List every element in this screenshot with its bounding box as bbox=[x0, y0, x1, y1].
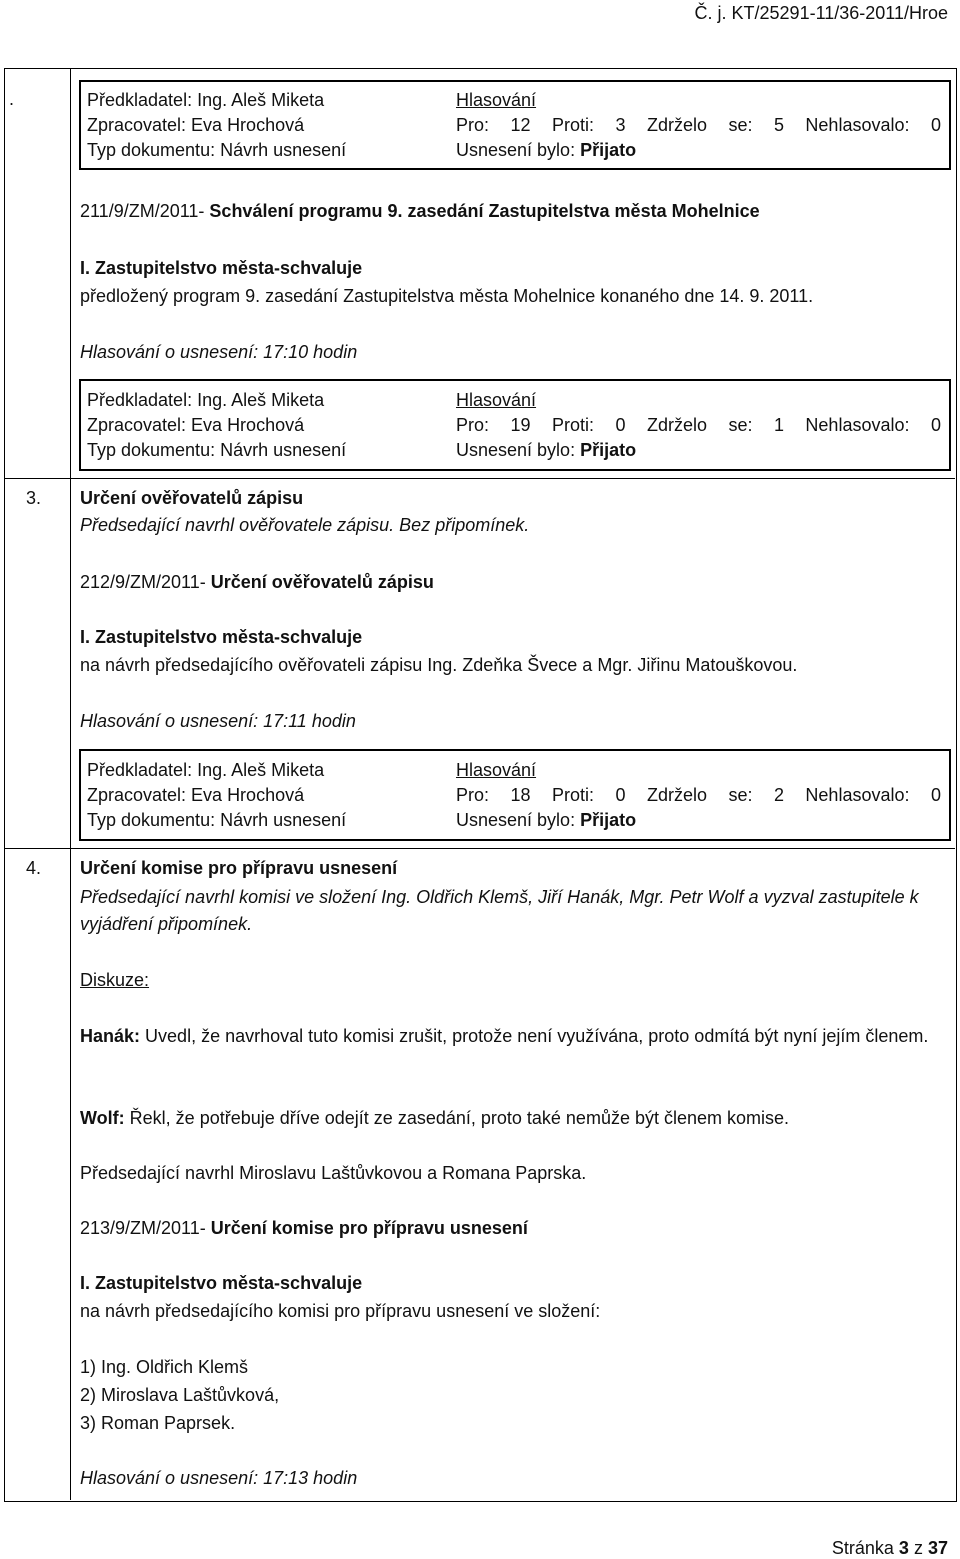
usneseni-result-2 bbox=[456, 439, 636, 461]
vote-counts-1 bbox=[456, 114, 941, 136]
res211-heading bbox=[80, 200, 760, 222]
item3-title: Určení ověřovatelů zápisu bbox=[80, 488, 304, 508]
res213-text: na návrh předsedajícího komisi pro přípravu usnesení ve složení: bbox=[80, 1301, 601, 1321]
item4-title: Určení komise pro přípravu usnesení bbox=[80, 858, 398, 878]
hanak-name: Hanák: bbox=[80, 1026, 141, 1046]
predkladatel-1: Předkladatel: Ing. Aleš Miketa bbox=[87, 90, 325, 110]
zdrzelo-value: 2 bbox=[773, 785, 784, 805]
zdrzelo-value: 1 bbox=[773, 415, 784, 435]
zdrzelo-value: 5 bbox=[773, 115, 784, 135]
page-prefix: Stránka bbox=[831, 1538, 894, 1558]
item3-note: Předsedající navrhl ověřovatele zápisu. Bez připomínek. bbox=[80, 515, 530, 535]
res211-approves: I. Zastupitelstvo města-schvaluje bbox=[80, 258, 363, 278]
res212-heading bbox=[80, 571, 434, 593]
pro-label: Pro: bbox=[456, 785, 490, 805]
nehlasovalo-label: Nehlasovalo: bbox=[805, 415, 910, 435]
nehlasovalo-value: 0 bbox=[930, 415, 941, 435]
row-marker: . bbox=[9, 89, 15, 109]
pro-value: 12 bbox=[510, 115, 531, 135]
pro-label: Pro: bbox=[456, 415, 490, 435]
res211-number: 211/9/ZM/2011- bbox=[80, 201, 205, 221]
item4-number: 4. bbox=[26, 858, 42, 878]
res213-heading bbox=[80, 1217, 528, 1239]
wolf-comment bbox=[80, 1107, 789, 1129]
wolf-name: Wolf: bbox=[80, 1108, 125, 1128]
proti-label: Proti: bbox=[551, 115, 594, 135]
zdrzelo-label: Zdrželo bbox=[646, 115, 707, 135]
res213-title: Určení komise pro přípravu usnesení bbox=[210, 1218, 528, 1238]
page-number bbox=[832, 1537, 948, 1559]
vote-counts-3 bbox=[456, 784, 941, 806]
typ-dokumentu-3: Typ dokumentu: Návrh usnesení bbox=[87, 810, 347, 830]
usneseni-label: Usnesení bylo: bbox=[456, 810, 576, 830]
pro-label: Pro: bbox=[456, 115, 490, 135]
res212-vote-time: Hlasování o usnesení: 17:11 hodin bbox=[80, 711, 356, 731]
proti-label: Proti: bbox=[551, 785, 594, 805]
res213-approves: I. Zastupitelstvo města-schvaluje bbox=[80, 1273, 363, 1293]
zpracovatel-2: Zpracovatel: Eva Hrochová bbox=[87, 415, 305, 435]
res212-text: na návrh předsedajícího ověřovateli zápisu Ing. Zdeňka Švece a Mgr. Jiřinu Matouškovou. bbox=[80, 655, 798, 675]
usneseni-result-3 bbox=[456, 809, 636, 831]
res213-vote-time: Hlasování o usnesení: 17:13 hodin bbox=[80, 1468, 358, 1488]
res212-approves: I. Zastupitelstvo města-schvaluje bbox=[80, 627, 363, 647]
chair-proposal: Předsedající navrhl Miroslavu Laštůvkovou a Romana Paprska. bbox=[80, 1163, 587, 1183]
usneseni-value: Přijato bbox=[580, 810, 637, 830]
vote-counts-2 bbox=[456, 414, 941, 436]
proti-label: Proti: bbox=[551, 415, 594, 435]
hlasovani-heading-3: Hlasování bbox=[456, 760, 537, 780]
usneseni-value: Přijato bbox=[580, 440, 637, 460]
nehlasovalo-value: 0 bbox=[930, 115, 941, 135]
predkladatel-3: Předkladatel: Ing. Aleš Miketa bbox=[87, 760, 325, 780]
zpracovatel-1: Zpracovatel: Eva Hrochová bbox=[87, 115, 305, 135]
zdrzelo-label: Zdrželo bbox=[646, 785, 707, 805]
se-label: se: bbox=[728, 415, 753, 435]
hlasovani-heading-1: Hlasování bbox=[456, 90, 537, 110]
column-divider bbox=[70, 68, 71, 1500]
nehlasovalo-value: 0 bbox=[930, 785, 941, 805]
usneseni-label: Usnesení bylo: bbox=[456, 440, 576, 460]
page-current: 3 bbox=[898, 1538, 909, 1558]
typ-dokumentu-1: Typ dokumentu: Návrh usnesení bbox=[87, 140, 347, 160]
se-label: se: bbox=[728, 115, 753, 135]
member-3: 3) Roman Paprsek. bbox=[80, 1413, 236, 1433]
hanak-text: Uvedl, že navrhoval tuto komisi zrušit, protože není využívána, proto odmítá být nyní jejím členem. bbox=[145, 1026, 929, 1046]
page-of: z bbox=[913, 1538, 923, 1558]
zpracovatel-3: Zpracovatel: Eva Hrochová bbox=[87, 785, 305, 805]
item3-number: 3. bbox=[26, 488, 42, 508]
proti-value: 0 bbox=[615, 785, 626, 805]
res213-number: 213/9/ZM/2011- bbox=[80, 1218, 206, 1238]
page-total: 37 bbox=[927, 1538, 948, 1558]
usneseni-value: Přijato bbox=[580, 140, 637, 160]
wolf-text: Řekl, že potřebuje dříve odejít ze zasedání, proto také nemůže být členem komise. bbox=[129, 1108, 790, 1128]
nehlasovalo-label: Nehlasovalo: bbox=[805, 115, 910, 135]
proti-value: 3 bbox=[615, 115, 626, 135]
row-divider-item4 bbox=[4, 848, 955, 849]
hanak-comment bbox=[80, 1022, 948, 1050]
nehlasovalo-label: Nehlasovalo: bbox=[805, 785, 910, 805]
item4-note: Předsedající navrhl komisi ve složení Ing. Oldřich Klemš, Jiří Hanák, Mgr. Petr Wolf a vyzval zastupitele k vyjádření připomínek. bbox=[80, 887, 919, 934]
pro-value: 19 bbox=[510, 415, 531, 435]
member-2: 2) Miroslava Laštůvková, bbox=[80, 1385, 280, 1405]
hlasovani-heading-2: Hlasování bbox=[456, 390, 537, 410]
discussion-heading: Diskuze: bbox=[80, 970, 150, 990]
res211-text: předložený program 9. zasedání Zastupitelstva města Mohelnice konaného dne 14. 9. 2011. bbox=[80, 286, 814, 306]
predkladatel-2: Předkladatel: Ing. Aleš Miketa bbox=[87, 390, 325, 410]
se-label: se: bbox=[728, 785, 753, 805]
res212-number: 212/9/ZM/2011- bbox=[80, 572, 206, 592]
pro-value: 18 bbox=[510, 785, 531, 805]
res212-title: Určení ověřovatelů zápisu bbox=[210, 572, 434, 592]
res211-vote-time: Hlasování o usnesení: 17:10 hodin bbox=[80, 342, 358, 362]
typ-dokumentu-2: Typ dokumentu: Návrh usnesení bbox=[87, 440, 347, 460]
zdrzelo-label: Zdrželo bbox=[646, 415, 707, 435]
row-divider-item3 bbox=[4, 478, 955, 479]
usneseni-label: Usnesení bylo: bbox=[456, 140, 576, 160]
proti-value: 0 bbox=[615, 415, 626, 435]
res211-title: Schválení programu 9. zasedání Zastupitelstva města Mohelnice bbox=[209, 201, 760, 221]
usneseni-result-1 bbox=[456, 139, 636, 161]
document-reference: Č. j. KT/25291-11/36-2011/Hroe bbox=[694, 3, 948, 23]
member-1: 1) Ing. Oldřich Klemš bbox=[80, 1357, 249, 1377]
